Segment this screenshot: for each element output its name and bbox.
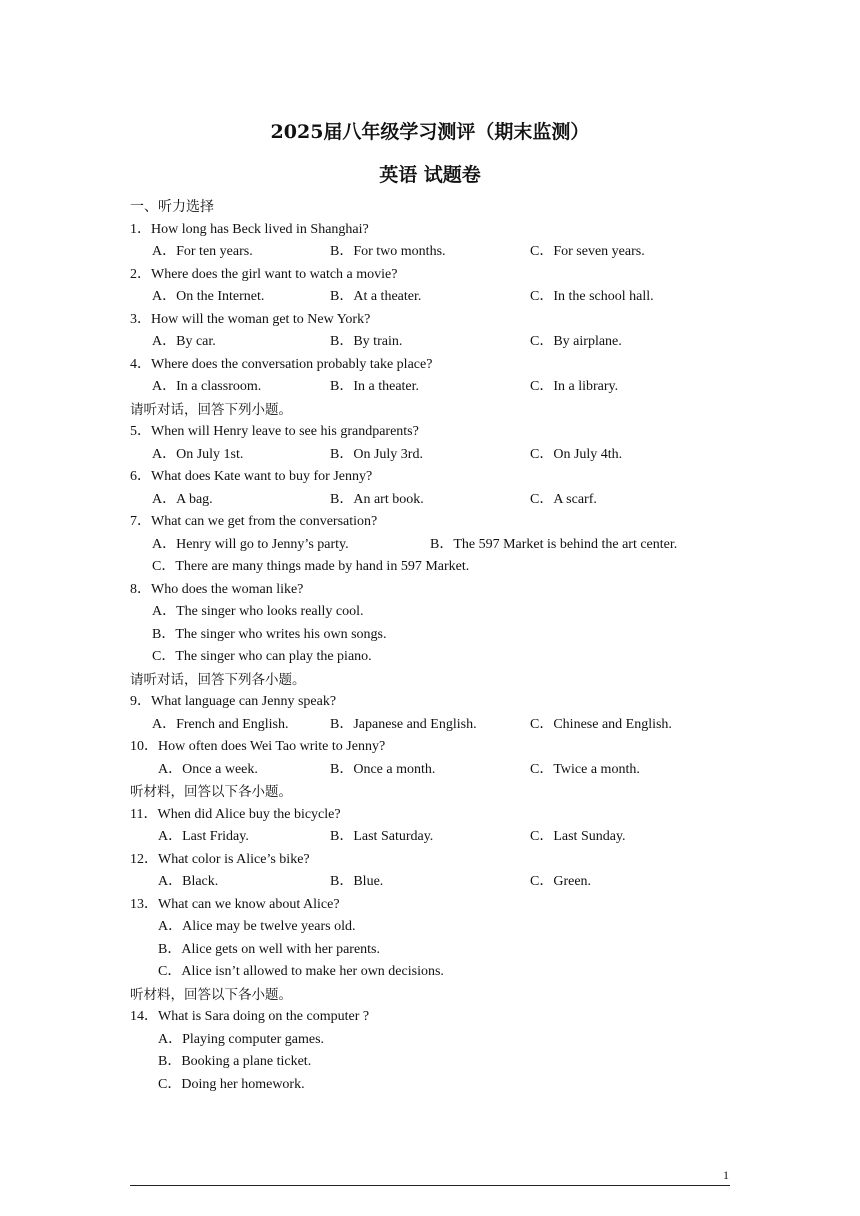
options-1	[130, 241, 740, 264]
options-7-row1	[130, 534, 740, 557]
options-11	[130, 826, 740, 849]
option-c: C．By airplane.	[530, 334, 622, 349]
question-3: 3．How will the woman get to New York?	[130, 311, 371, 327]
options-13-a	[130, 916, 740, 939]
option-a: A．The singer who looks really cool.	[152, 604, 364, 619]
instruction-4: 听材料，回答以下各小题。	[130, 986, 292, 1003]
option-c: C．Doing her homework.	[158, 1076, 305, 1092]
options-14-c	[130, 1074, 740, 1097]
option-a: A．On July 1st.	[152, 446, 244, 462]
options-2	[130, 286, 740, 309]
footer-divider	[130, 1185, 730, 1186]
question-list	[130, 196, 740, 1096]
options-10	[130, 759, 740, 782]
options-14-b	[130, 1051, 740, 1074]
option-c: C．On July 4th.	[530, 446, 623, 462]
options-13-c	[130, 961, 740, 984]
option-a: A．For ten years.	[152, 244, 253, 259]
option-b: B．The 597 Market is behind the art center.	[430, 536, 678, 552]
question-10: 10．How often does Wei Tao write to Jenny?	[130, 739, 386, 754]
options-8-c	[130, 646, 740, 669]
page-number: 1	[723, 1168, 729, 1182]
option-b: B．Japanese and English.	[330, 716, 477, 732]
question-11: 11．When did Alice buy the bicycle?	[130, 806, 341, 822]
instruction-3: 听材料，回答以下各小题。	[130, 784, 292, 800]
option-a: A．By car.	[152, 334, 216, 349]
question-1: 1．How long has Beck lived in Shanghai?	[130, 221, 369, 237]
option-b: B．Alice gets on well with her parents.	[158, 941, 381, 957]
option-a: A．Once a week.	[158, 761, 258, 777]
option-b: B．On July 3rd.	[330, 446, 423, 462]
instruction-2: 请听对话，回答下列各小题。	[130, 671, 306, 688]
question-12: 12．What color is Alice’s bike?	[130, 851, 310, 867]
option-b: B．Last Saturday.	[330, 829, 434, 844]
section-heading: 一、听力选择	[130, 199, 214, 215]
option-b: B．By train.	[330, 334, 403, 349]
option-a: A．A bag.	[152, 491, 213, 507]
option-b: B．For two months.	[330, 244, 446, 259]
options-9	[130, 714, 740, 737]
options-14-a	[130, 1029, 740, 1052]
question-5: 5．When will Henry leave to see his grandparents?	[130, 424, 419, 439]
option-c: C．In a library.	[530, 379, 619, 394]
option-c: C．A scarf.	[530, 491, 597, 507]
options-8-a	[130, 601, 740, 624]
question-8: 8．Who does the woman like?	[130, 581, 304, 597]
question-13: 13．What can we know about Alice?	[130, 896, 340, 912]
options-8-b	[130, 624, 740, 647]
option-a: A．On the Internet.	[152, 289, 265, 304]
options-3	[130, 331, 740, 354]
option-c: C．There are many things made by hand in 597 Market.	[152, 559, 470, 574]
option-c: C．Twice a month.	[530, 761, 640, 777]
exam-title: 2025届八年级学习测评（期末监测）	[270, 121, 590, 143]
option-a: A．Henry will go to Jenny’s party.	[152, 536, 349, 552]
question-7: 7．What can we get from the conversation?	[130, 514, 378, 529]
question-14: 14．What is Sara doing on the computer ?	[130, 1009, 370, 1024]
option-c: C．In the school hall.	[530, 289, 654, 304]
options-12	[130, 871, 740, 894]
question-9: 9．What language can Jenny speak?	[130, 694, 337, 709]
question-6: 6．What does Kate want to buy for Jenny?	[130, 469, 373, 484]
option-c: C．Last Sunday.	[530, 829, 626, 844]
option-b: B．Once a month.	[330, 761, 436, 777]
option-c: C．Green.	[530, 874, 592, 889]
option-a: A．Last Friday.	[158, 829, 249, 844]
option-b: B．The singer who writes his own songs.	[152, 626, 387, 642]
options-13-b	[130, 939, 740, 962]
exam-subtitle: 英语 试题卷	[379, 164, 481, 186]
option-a: A．In a classroom.	[152, 379, 262, 394]
options-6	[130, 489, 740, 512]
option-b: B．Booking a plane ticket.	[158, 1054, 312, 1069]
question-2: 2．Where does the girl want to watch a movie?	[130, 266, 398, 282]
option-b: B．An art book.	[330, 491, 424, 507]
option-b: B．At a theater.	[330, 289, 422, 304]
question-4: 4．Where does the conversation probably take place?	[130, 356, 433, 372]
option-c: C．For seven years.	[530, 244, 645, 259]
instruction-1: 请听对话，回答下列小题。	[130, 401, 292, 418]
option-c: C．Chinese and English.	[530, 716, 672, 732]
option-a: A．French and English.	[152, 716, 289, 732]
option-b: B．Blue.	[330, 874, 384, 889]
options-5	[130, 444, 740, 467]
option-a: A．Black.	[158, 874, 219, 889]
option-a: A．Alice may be twelve years old.	[158, 919, 356, 934]
option-c: C．Alice isn’t allowed to make her own decisions.	[158, 964, 444, 979]
option-b: B．In a theater.	[330, 379, 420, 394]
option-c: C．The singer who can play the piano.	[152, 649, 372, 664]
options-7-row2	[130, 556, 740, 579]
option-a: A．Playing computer games.	[158, 1031, 325, 1047]
options-4	[130, 376, 740, 399]
